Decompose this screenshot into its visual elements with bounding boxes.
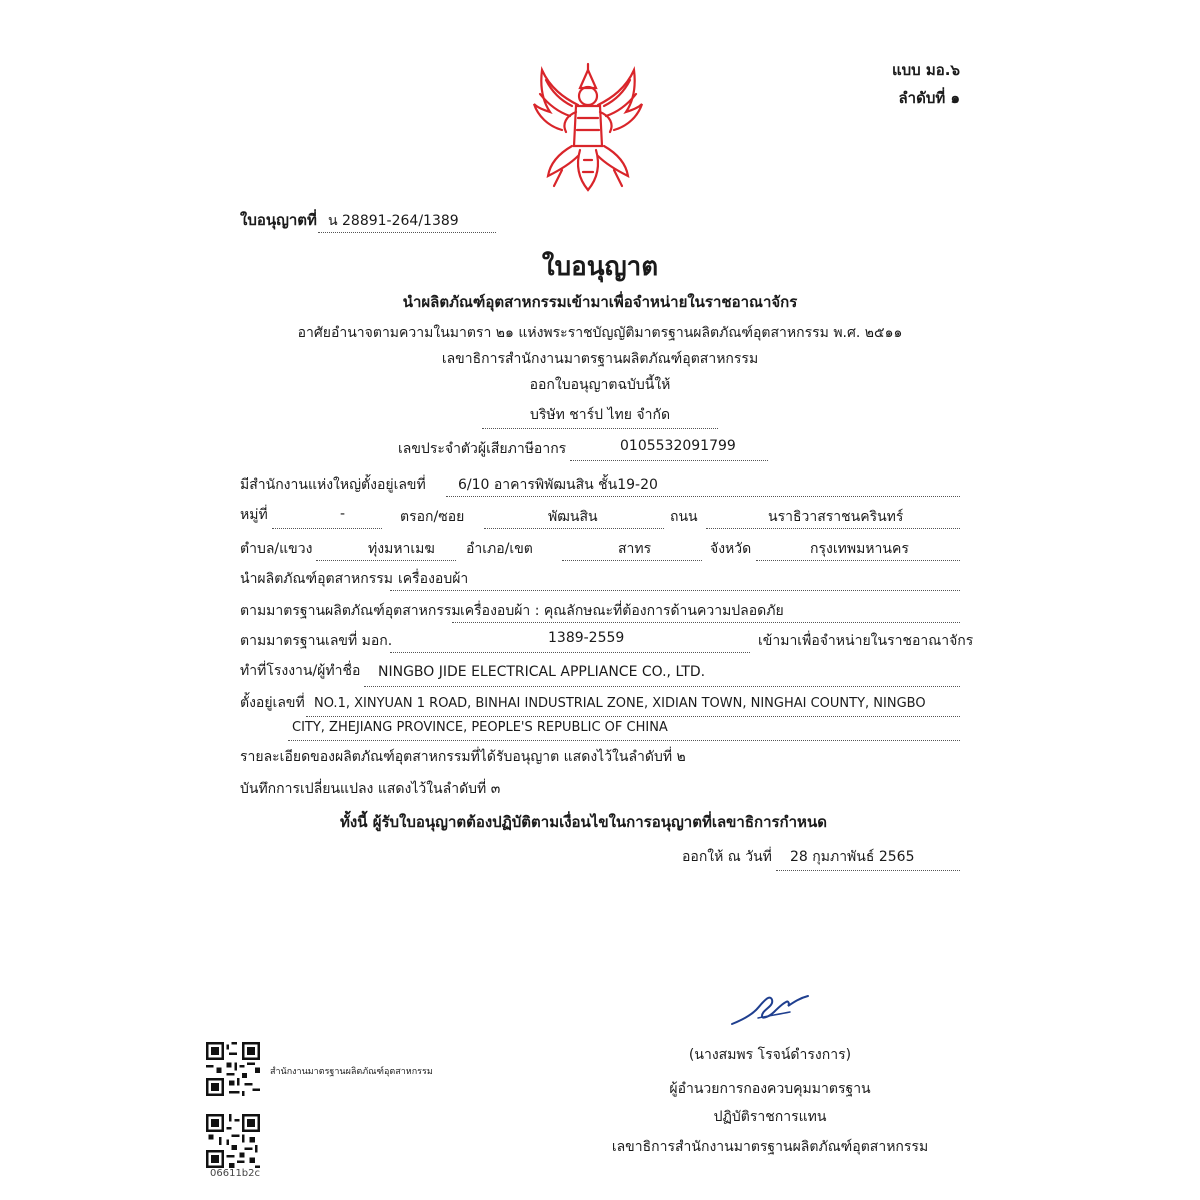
signature-icon (728, 990, 818, 1030)
signatory-on-behalf: เลขาธิการสำนักงานมาตรฐานผลิตภัณฑ์อุตสาหกรรม (611, 1139, 929, 1155)
standard-underline (452, 622, 960, 623)
tax-id-underline (570, 460, 768, 461)
issued-date-label: ออกให้ ณ วันที่ (682, 849, 772, 865)
document-subtitle: นำผลิตภัณฑ์อุตสาหกรรมเข้ามาเพื่อจำหน่ายในราชอาณาจักร (402, 293, 798, 311)
moo-value: - (340, 506, 346, 522)
district-label: อำเภอ/เขต (466, 541, 533, 557)
product-label: นำผลิตภัณฑ์อุตสาหกรรม (240, 571, 394, 587)
standard-number-value: 1389-2559 (548, 630, 625, 646)
license-number-label: ใบอนุญาตที่ (240, 211, 317, 229)
factory-label: ทำที่โรงงาน/ผู้ทำชื่อ (240, 663, 361, 679)
standard-label: ตามมาตรฐานผลิตภัณฑ์อุตสาหกรรม (240, 603, 461, 619)
standard-value: เครื่องอบผ้า : คุณลักษณะที่ต้องการด้านความปลอดภัย (460, 603, 784, 619)
product-underline (390, 590, 960, 591)
factory-address-line1: NO.1, XINYUAN 1 ROAD, BINHAI INDUSTRIAL ZONE, XIDIAN TOWN, NINGHAI COUNTY, NINGBO (314, 696, 926, 711)
district-underline (562, 560, 702, 561)
factory-address-underline-2 (288, 740, 960, 741)
signatory-position: ผู้อำนวยการกองควบคุมมาตรฐาน (669, 1081, 871, 1097)
secretary-line: เลขาธิการสำนักงานมาตรฐานผลิตภัณฑ์อุตสาหกรรม (441, 351, 759, 367)
company-underline (482, 428, 718, 429)
document-title: ใบอนุญาต (541, 252, 659, 282)
standard-number-label: ตามมาตรฐานเลขที่ มอก. (240, 633, 393, 649)
subdistrict-value: ทุ่งมหาเมฆ (368, 541, 435, 557)
factory-address-underline-1 (306, 716, 960, 717)
road-label: ถนน (670, 509, 698, 525)
product-value: เครื่องอบผ้า (398, 571, 469, 587)
qr-code-icon[interactable] (206, 1042, 260, 1096)
subdistrict-underline (316, 560, 456, 561)
standard-number-suffix: เข้ามาเพื่อจำหน่ายในราชอาณาจักร (758, 633, 974, 649)
standard-number-underline (390, 652, 750, 653)
document-code: 06611b2c (210, 1168, 261, 1179)
road-value: นราธิวาสราชนครินทร์ (768, 509, 904, 525)
subdistrict-label: ตำบล/แขวง (240, 541, 313, 557)
soi-underline (484, 528, 664, 529)
details-line: รายละเอียดของผลิตภัณฑ์อุตสาหกรรมที่ได้รับอนุญาต แสดงไว้ในลำดับที่ ๒ (240, 749, 686, 765)
soi-value: พัฒนสิน (548, 509, 598, 525)
factory-address-label: ตั้งอยู่เลขที่ (240, 695, 305, 711)
issued-date-value: 28 กุมภาพันธ์ 2565 (790, 849, 915, 865)
signatory-acting: ปฏิบัติราชการแทน (713, 1109, 827, 1125)
tax-id-label: เลขประจำตัวผู้เสียภาษีอากร (398, 441, 567, 457)
soi-label: ตรอก/ซอย (400, 509, 465, 525)
moo-label: หมู่ที่ (240, 507, 268, 523)
province-label: จังหวัด (710, 541, 752, 557)
issued-date-underline (776, 870, 960, 871)
form-code: แบบ มอ.๖ (891, 61, 960, 79)
road-underline (706, 528, 960, 529)
qr-caption: สำนักงานมาตรฐานผลิตภัณฑ์อุตสาหกรรม (270, 1067, 433, 1077)
license-number-underline (318, 232, 496, 233)
qr-code-verification-icon[interactable] (206, 1114, 260, 1168)
district-value: สาทร (618, 541, 652, 557)
company-name: บริษัท ชาร์ป ไทย จำกัด (529, 407, 671, 423)
head-office-underline (446, 496, 960, 497)
changes-line: บันทึกการเปลี่ยนแปลง แสดงไว้ในลำดับที่ ๓ (240, 781, 501, 797)
signatory-name: (นางสมพร โรจน์ดำรงการ) (688, 1047, 852, 1063)
condition-line: ทั้งนี้ ผู้รับใบอนุญาตต้องปฏิบัติตามเงื่อนไขในการอนุญาตที่เลขาธิการกำหนด (340, 813, 827, 831)
province-underline (756, 560, 960, 561)
province-value: กรุงเทพมหานคร (810, 541, 909, 557)
tax-id-value: 0105532091799 (620, 438, 736, 454)
form-order: ลำดับที่ ๑ (898, 89, 960, 107)
moo-underline (272, 528, 382, 529)
factory-underline (364, 686, 960, 687)
garuda-emblem-icon (528, 60, 648, 200)
factory-address-line2: CITY, ZHEJIANG PROVINCE, PEOPLE'S REPUBLIC OF CHINA (292, 720, 668, 735)
head-office-value: 6/10 อาคารพิพัฒนสิน ชั้น19-20 (458, 477, 658, 493)
issue-line: ออกใบอนุญาตฉบับนี้ให้ (529, 377, 671, 393)
factory-name: NINGBO JIDE ELECTRICAL APPLIANCE CO., LTD. (378, 664, 706, 680)
license-number-value: น 28891-264/1389 (328, 213, 459, 229)
head-office-label: มีสำนักงานแห่งใหญ่ตั้งอยู่เลขที่ (240, 477, 426, 493)
authority-line: อาศัยอำนาจตามความในมาตรา ๒๑ แห่งพระราชบัญญัติมาตรฐานผลิตภัณฑ์อุตสาหกรรม พ.ศ. ๒๕๑๑ (297, 325, 903, 341)
